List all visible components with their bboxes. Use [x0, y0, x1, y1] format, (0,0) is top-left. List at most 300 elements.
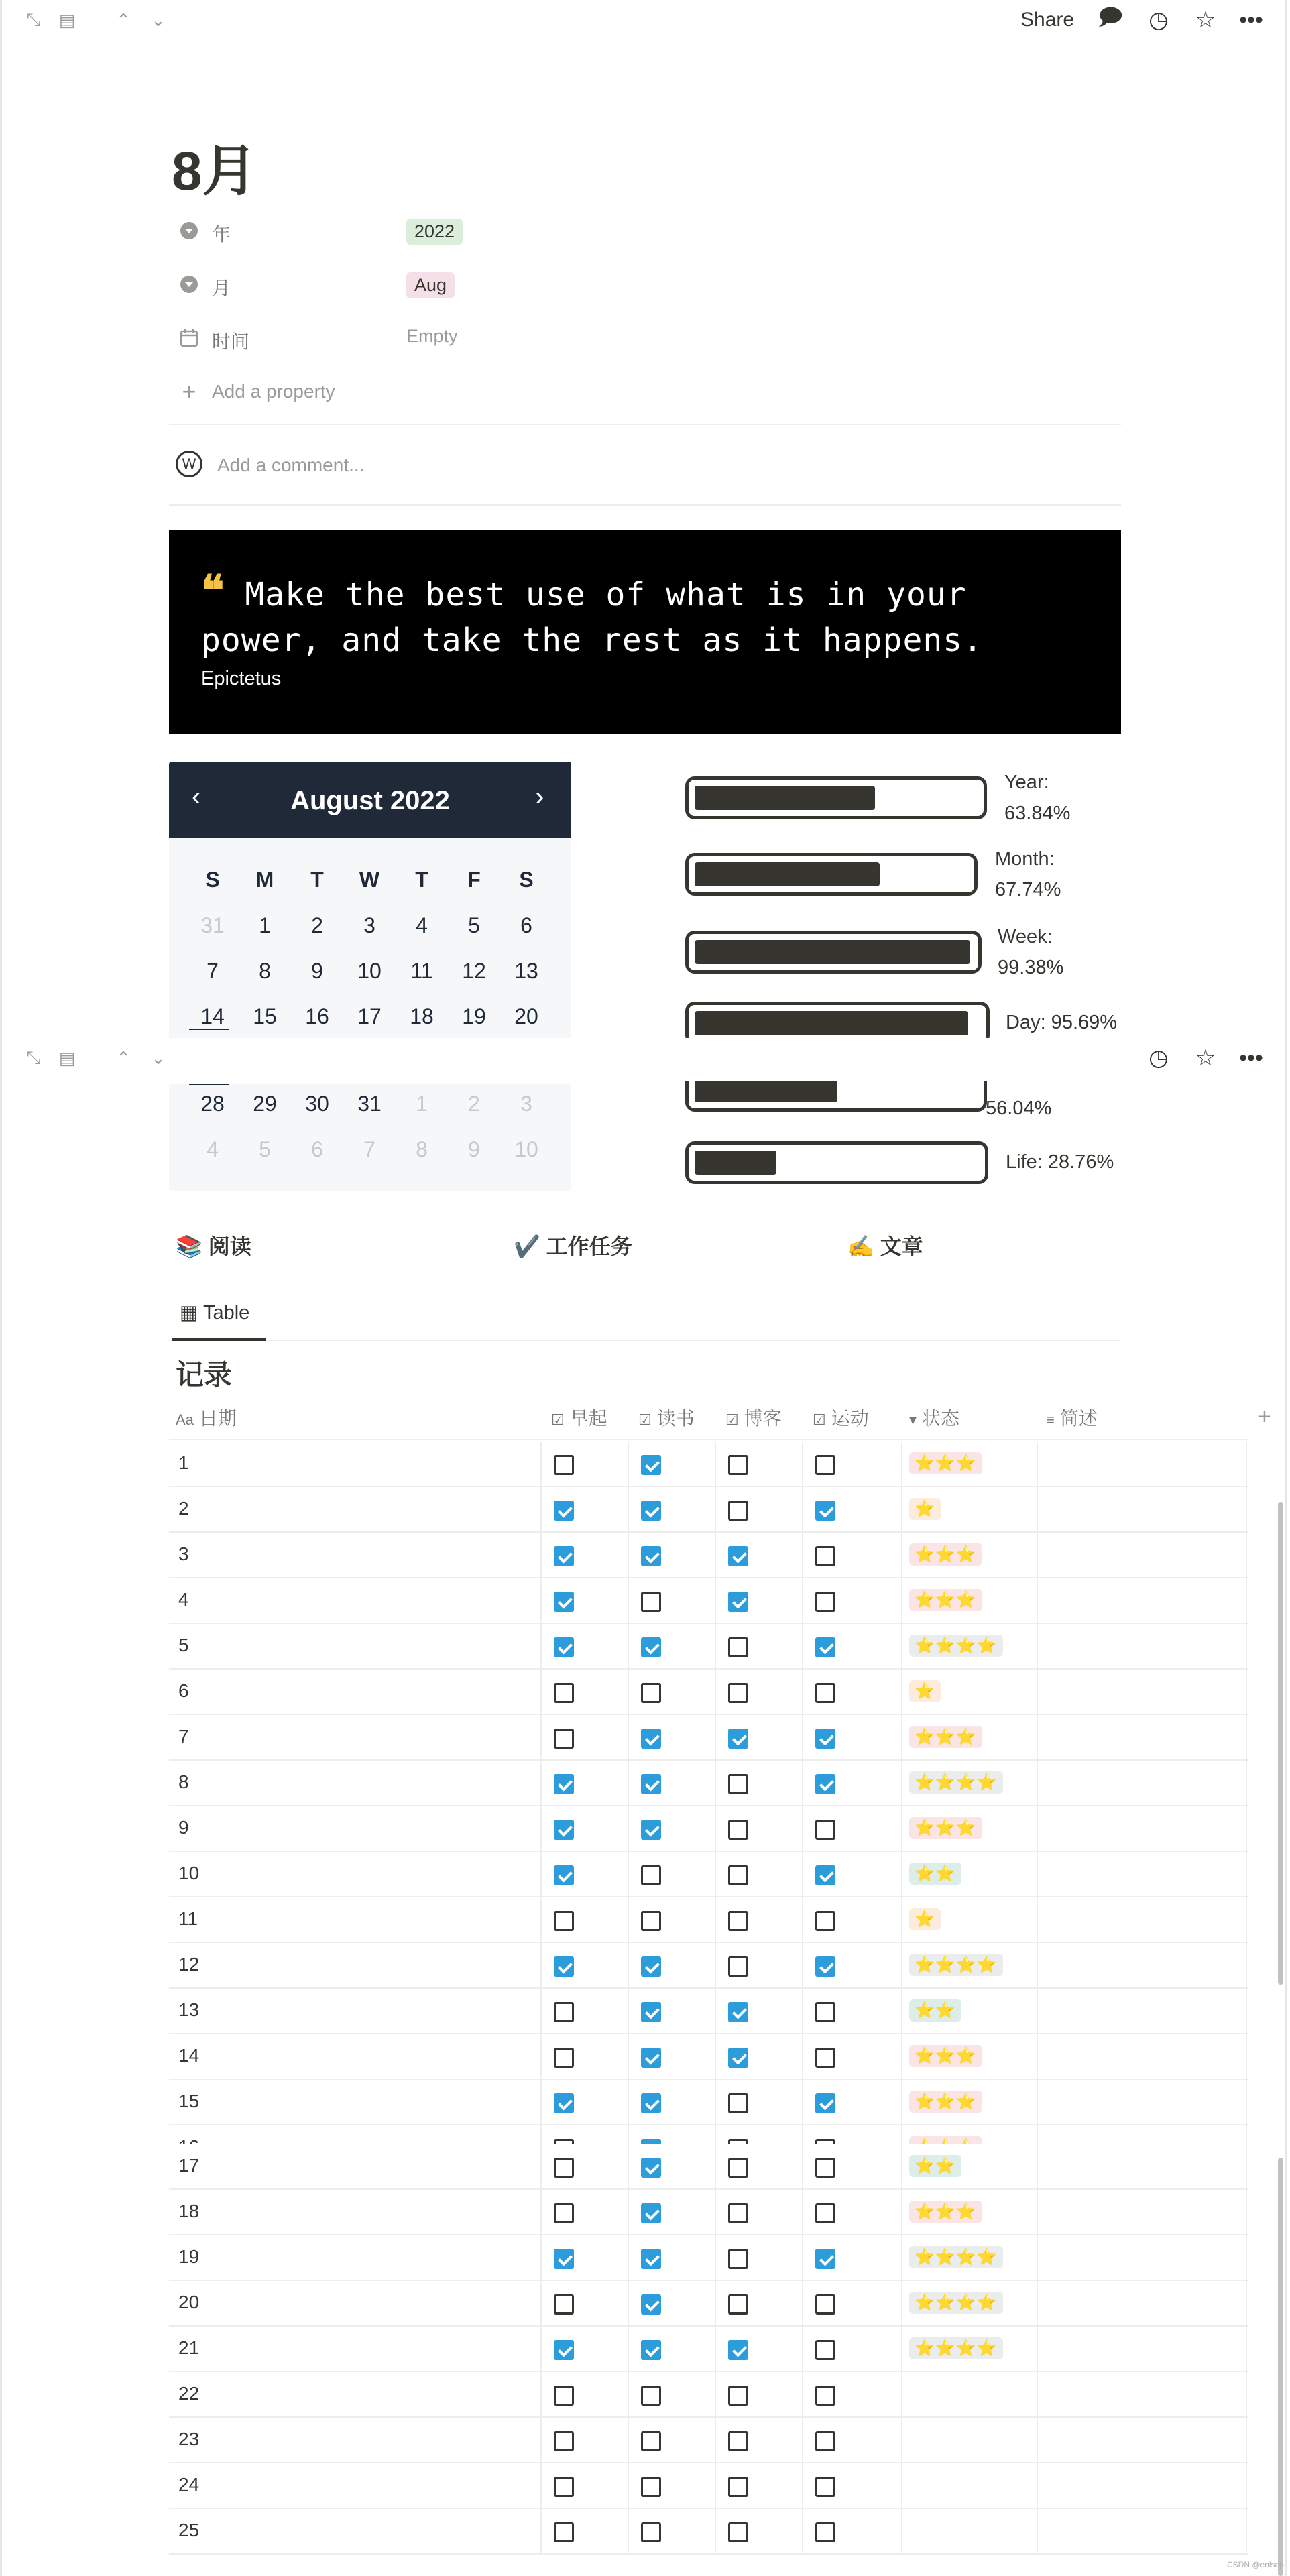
- date-cell[interactable]: 5: [178, 1635, 189, 1655]
- calendar-day[interactable]: 8: [416, 1137, 428, 1161]
- column-divider: [901, 2080, 902, 2125]
- status-rating-tag[interactable]: ⭐: [909, 1680, 941, 1702]
- checkbox[interactable]: [641, 2386, 661, 2406]
- date-cell[interactable]: 2: [178, 1498, 189, 1519]
- checkbox[interactable]: [728, 2249, 748, 2269]
- column-divider: [1037, 1442, 1038, 1487]
- checkbox[interactable]: [641, 1592, 661, 1612]
- chevron-down-icon[interactable]: ⌄: [151, 9, 166, 30]
- status-rating-tag[interactable]: ⭐⭐⭐: [909, 1817, 982, 1839]
- table-row[interactable]: [169, 1852, 1248, 1897]
- column-divider: [628, 1442, 629, 1487]
- progress-bar: [685, 776, 987, 819]
- column-divider: [628, 2327, 629, 2372]
- column-divider: [1037, 2235, 1038, 2281]
- checkbox[interactable]: [815, 1956, 835, 1977]
- table-row[interactable]: [169, 1442, 1248, 1487]
- status-rating-tag[interactable]: ⭐⭐⭐: [909, 1589, 982, 1611]
- property-row[interactable]: [177, 268, 1116, 300]
- property-name: 时间: [212, 331, 250, 352]
- column-divider: [628, 1670, 629, 1715]
- table-row[interactable]: [169, 1715, 1248, 1761]
- checkbox[interactable]: [641, 1774, 661, 1794]
- checkbox[interactable]: [554, 2431, 574, 2451]
- status-rating-tag[interactable]: ⭐⭐: [909, 2155, 961, 2177]
- checkbox[interactable]: [728, 1729, 748, 1749]
- property-value[interactable]: [406, 272, 455, 298]
- comment-input[interactable]: Add a comment...: [217, 455, 365, 475]
- column-header[interactable]: [176, 1405, 237, 1432]
- column-header[interactable]: [813, 1405, 869, 1432]
- status-rating-tag[interactable]: ⭐⭐: [909, 1999, 961, 2022]
- table-row[interactable]: [169, 2235, 1248, 2281]
- status-rating-tag[interactable]: ⭐⭐⭐⭐: [909, 2246, 1003, 2268]
- checkbox[interactable]: [815, 1820, 835, 1840]
- column-divider: [802, 1670, 803, 1715]
- checkbox[interactable]: [728, 2386, 748, 2406]
- column-divider: [1246, 1806, 1247, 1852]
- checkbox[interactable]: [728, 2002, 748, 2022]
- more-options-icon[interactable]: •••: [1239, 7, 1263, 33]
- checkbox[interactable]: [815, 2002, 835, 2022]
- property-value[interactable]: [406, 219, 463, 245]
- column-divider: [1037, 1852, 1038, 1897]
- column-divider: [715, 2418, 716, 2463]
- table-row[interactable]: [169, 2463, 1248, 2509]
- checkbox[interactable]: [554, 2340, 574, 2360]
- checkbox[interactable]: [641, 2048, 661, 2068]
- checkbox[interactable]: [728, 1683, 748, 1703]
- checkbox[interactable]: [728, 1592, 748, 1612]
- link-work-tasks[interactable]: [514, 1230, 632, 1261]
- date-cell[interactable]: 25: [178, 2520, 200, 2540]
- scrollbar[interactable]: [1278, 1502, 1283, 1985]
- column-divider: [802, 2080, 803, 2125]
- checkbox[interactable]: [815, 2477, 835, 2497]
- progress-bar: [685, 931, 982, 974]
- checkbox[interactable]: [554, 2249, 574, 2269]
- checkbox[interactable]: [554, 2294, 574, 2315]
- status-rating-tag[interactable]: ⭐⭐: [909, 1863, 961, 1885]
- checkbox[interactable]: [728, 1820, 748, 1840]
- checkbox[interactable]: [554, 1637, 574, 1657]
- checkbox[interactable]: [641, 2431, 661, 2451]
- date-cell[interactable]: 17: [178, 2155, 200, 2176]
- checkbox[interactable]: [641, 2158, 661, 2178]
- table-row[interactable]: [169, 1670, 1248, 1715]
- calendar-day[interactable]: 4: [416, 913, 428, 937]
- calendar-day[interactable]: 29: [253, 1092, 277, 1116]
- checkbox[interactable]: [641, 1911, 661, 1931]
- column-type-icon: ☑: [638, 1411, 652, 1428]
- checkbox[interactable]: [641, 1683, 661, 1703]
- checkbox[interactable]: [641, 1865, 661, 1885]
- column-header[interactable]: [725, 1405, 782, 1432]
- date-cell[interactable]: 12: [178, 1954, 200, 1975]
- checkbox[interactable]: [815, 2340, 835, 2360]
- link-reading[interactable]: [176, 1230, 251, 1261]
- column-header[interactable]: [1046, 1405, 1098, 1432]
- calendar-day[interactable]: 30: [305, 1092, 329, 1116]
- date-cell[interactable]: 6: [178, 1680, 189, 1701]
- checkbox[interactable]: [728, 2294, 748, 2315]
- column-divider: [901, 2327, 902, 2372]
- comment-icon[interactable]: 🗩: [1098, 4, 1123, 30]
- status-rating-tag[interactable]: ⭐⭐⭐⭐: [909, 1635, 1003, 1657]
- table-row[interactable]: [169, 1761, 1248, 1806]
- day-of-week-label: S: [205, 868, 220, 892]
- calendar-day[interactable]: 1: [416, 1092, 428, 1116]
- checkbox[interactable]: [641, 2294, 661, 2315]
- checkbox[interactable]: [554, 2002, 574, 2022]
- date-cell[interactable]: 19: [178, 2246, 200, 2267]
- column-divider: [901, 2235, 902, 2281]
- checkbox[interactable]: [728, 2093, 748, 2113]
- column-divider: [1037, 2463, 1038, 2509]
- table-row[interactable]: [169, 2509, 1248, 2555]
- date-cell[interactable]: 3: [178, 1543, 189, 1564]
- column-divider: [901, 1670, 902, 1715]
- calendar-day[interactable]: 2: [468, 1092, 480, 1116]
- add-property-button[interactable]: [177, 375, 1116, 408]
- checkbox[interactable]: [815, 1501, 835, 1521]
- checkbox[interactable]: [641, 1546, 661, 1566]
- checkbox[interactable]: [554, 1956, 574, 1977]
- column-divider: [802, 1989, 803, 2034]
- calendar-day[interactable]: 18: [410, 1004, 434, 1029]
- checkbox[interactable]: [815, 1683, 835, 1703]
- next-month-icon[interactable]: ›: [535, 782, 544, 811]
- checkbox[interactable]: [641, 2203, 661, 2223]
- column-divider: [1246, 1578, 1247, 1624]
- column-type-icon: ☑: [725, 1411, 739, 1428]
- status-rating-tag[interactable]: ⭐⭐⭐: [909, 1452, 982, 1474]
- table-row[interactable]: [169, 2190, 1248, 2235]
- checkbox[interactable]: [641, 2249, 661, 2269]
- status-rating-tag[interactable]: ⭐⭐⭐⭐: [909, 2292, 1003, 2314]
- calendar-day[interactable]: 31: [200, 913, 225, 937]
- column-divider: [540, 2509, 542, 2555]
- date-cell[interactable]: 15: [178, 2091, 200, 2111]
- status-rating-tag[interactable]: ⭐: [909, 1908, 941, 1930]
- checkbox[interactable]: [728, 1956, 748, 1977]
- property-row[interactable]: [177, 322, 1116, 354]
- column-divider: [802, 2463, 803, 2509]
- checkbox[interactable]: [728, 1455, 748, 1475]
- history-clock-icon[interactable]: ◷: [1149, 1045, 1169, 1071]
- checkbox[interactable]: [728, 2340, 748, 2360]
- checkbox[interactable]: [554, 2203, 574, 2223]
- calendar-day[interactable]: 2: [311, 913, 323, 937]
- favorite-star-icon[interactable]: ☆: [1195, 7, 1216, 33]
- checkbox[interactable]: [554, 1683, 574, 1703]
- calendar-day[interactable]: 3: [363, 913, 375, 937]
- checkbox[interactable]: [554, 1729, 574, 1749]
- checkbox[interactable]: [641, 1956, 661, 1977]
- table-row[interactable]: [169, 2080, 1248, 2125]
- checkbox[interactable]: [815, 2431, 835, 2451]
- progress-label-line: 63.84%: [1004, 803, 1071, 824]
- table-row[interactable]: [169, 2034, 1248, 2080]
- date-cell[interactable]: 10: [178, 1863, 200, 1883]
- date-cell[interactable]: 22: [178, 2383, 200, 2404]
- column-divider: [802, 1897, 803, 1943]
- status-rating-tag[interactable]: ⭐⭐⭐: [909, 2091, 982, 2113]
- seam-mask: [670, 1038, 1140, 1081]
- checkbox[interactable]: [641, 1820, 661, 1840]
- table-row[interactable]: [169, 1624, 1248, 1670]
- calendar-day[interactable]: 5: [259, 1137, 271, 1161]
- checkbox[interactable]: [815, 1637, 835, 1657]
- checkbox[interactable]: [815, 2203, 835, 2223]
- status-rating-tag[interactable]: ⭐⭐⭐: [909, 2045, 982, 2067]
- column-divider: [540, 1624, 542, 1670]
- checkbox[interactable]: [554, 1774, 574, 1794]
- column-divider: [901, 2190, 902, 2235]
- calendar-day[interactable]: 9: [468, 1137, 480, 1161]
- status-rating-tag[interactable]: ⭐: [909, 1498, 941, 1520]
- column-divider: [1246, 2418, 1247, 2463]
- calendar-day[interactable]: 17: [357, 1004, 382, 1029]
- status-rating-tag[interactable]: ⭐⭐⭐⭐: [909, 2337, 1003, 2359]
- table-row[interactable]: [169, 2327, 1248, 2372]
- checkbox[interactable]: [554, 2093, 574, 2113]
- column-divider: [628, 2509, 629, 2555]
- calendar-day[interactable]: 4: [207, 1137, 219, 1161]
- table-row[interactable]: [169, 1989, 1248, 2034]
- checkbox[interactable]: [815, 1774, 835, 1794]
- column-divider: [715, 2235, 716, 2281]
- checkbox[interactable]: [815, 2093, 835, 2113]
- table-row[interactable]: [169, 1806, 1248, 1852]
- calendar-day[interactable]: 7: [363, 1137, 375, 1161]
- table-row[interactable]: [169, 1533, 1248, 1578]
- checkbox[interactable]: [554, 1911, 574, 1931]
- calendar-day[interactable]: 14: [200, 1004, 225, 1029]
- checkbox[interactable]: [554, 2477, 574, 2497]
- checkbox[interactable]: [728, 1501, 748, 1521]
- table-row[interactable]: [169, 2281, 1248, 2327]
- add-column-icon[interactable]: +: [1258, 1404, 1271, 1429]
- more-options-icon[interactable]: •••: [1239, 1045, 1263, 1071]
- page-layout-icon[interactable]: ▤: [58, 9, 76, 30]
- checkbox[interactable]: [728, 2158, 748, 2178]
- checkbox[interactable]: [728, 2431, 748, 2451]
- calendar-day[interactable]: 7: [207, 959, 219, 983]
- calendar-day[interactable]: 19: [462, 1004, 486, 1029]
- checkbox[interactable]: [554, 1592, 574, 1612]
- checkbox[interactable]: [728, 1865, 748, 1885]
- checkbox[interactable]: [641, 2340, 661, 2360]
- calendar-day[interactable]: 6: [311, 1137, 323, 1161]
- column-header-label: 博客: [744, 1408, 782, 1429]
- column-divider: [1037, 1487, 1038, 1533]
- checkbox[interactable]: [815, 2522, 835, 2542]
- calendar-header: [169, 762, 571, 838]
- column-divider: [540, 2463, 542, 2509]
- scrollbar[interactable]: [1278, 2158, 1283, 2576]
- column-divider: [715, 1624, 716, 1670]
- calendar-day[interactable]: 15: [253, 1004, 277, 1029]
- checkbox[interactable]: [641, 2522, 661, 2542]
- checkbox[interactable]: [728, 1774, 748, 1794]
- checkbox[interactable]: [641, 2002, 661, 2022]
- column-header[interactable]: [551, 1405, 607, 1432]
- checkbox[interactable]: [815, 1911, 835, 1931]
- calendar-day[interactable]: 31: [357, 1092, 382, 1116]
- date-cell[interactable]: 20: [178, 2292, 200, 2312]
- checkbox[interactable]: [554, 1865, 574, 1885]
- date-cell[interactable]: 9: [178, 1817, 189, 1838]
- checkbox[interactable]: [815, 1865, 835, 1885]
- calendar-day[interactable]: 10: [357, 959, 382, 983]
- calendar-day[interactable]: 16: [305, 1004, 329, 1029]
- database-title[interactable]: 记录: [176, 1359, 233, 1391]
- property-row[interactable]: [177, 215, 1116, 247]
- date-cell[interactable]: 24: [178, 2474, 200, 2495]
- status-rating-tag[interactable]: ⭐⭐⭐: [909, 2201, 982, 2223]
- date-cell[interactable]: 8: [178, 1771, 189, 1792]
- column-divider: [628, 1715, 629, 1761]
- prev-month-icon[interactable]: ‹: [192, 782, 201, 811]
- column-divider: [802, 2235, 803, 2281]
- column-divider: [901, 2509, 902, 2555]
- column-divider: [628, 1806, 629, 1852]
- column-divider: [901, 2463, 902, 2509]
- table-row[interactable]: [169, 1578, 1248, 1624]
- table-row[interactable]: [169, 1487, 1248, 1533]
- checkbox[interactable]: [641, 1455, 661, 1475]
- checkbox[interactable]: [815, 2158, 835, 2178]
- date-cell[interactable]: 14: [178, 2045, 200, 2066]
- page-title[interactable]: 8月: [172, 141, 257, 202]
- history-clock-icon[interactable]: ◷: [1149, 7, 1169, 33]
- checkbox[interactable]: [815, 2048, 835, 2068]
- calendar-day[interactable]: 12: [462, 959, 486, 983]
- date-cell[interactable]: 13: [178, 1999, 200, 2020]
- progress-bar-fill: [695, 1011, 968, 1035]
- calendar-day[interactable]: 5: [468, 913, 480, 937]
- checkbox[interactable]: [815, 2386, 835, 2406]
- checkbox[interactable]: [728, 1546, 748, 1566]
- checkbox[interactable]: [728, 2048, 748, 2068]
- checkbox[interactable]: [554, 1455, 574, 1475]
- expand-icon[interactable]: ⤡: [26, 9, 41, 30]
- checkbox[interactable]: [815, 2294, 835, 2315]
- column-type-icon: ▾: [909, 1411, 917, 1428]
- property-value[interactable]: [406, 326, 458, 347]
- calendar-day[interactable]: 11: [410, 959, 433, 983]
- checkbox[interactable]: [815, 1729, 835, 1749]
- tab-label: Table: [202, 1302, 250, 1324]
- column-header[interactable]: [909, 1405, 959, 1432]
- progress-bar: [685, 1141, 988, 1184]
- checkbox[interactable]: [554, 2522, 574, 2542]
- checkbox[interactable]: [815, 2249, 835, 2269]
- date-cell[interactable]: 4: [178, 1589, 189, 1610]
- checkbox[interactable]: [728, 2522, 748, 2542]
- checkbox[interactable]: [815, 1455, 835, 1475]
- checkbox[interactable]: [641, 1637, 661, 1657]
- link-articles[interactable]: [847, 1230, 923, 1261]
- checkbox[interactable]: [554, 2158, 574, 2178]
- chevron-down-icon[interactable]: ⌄: [151, 1047, 166, 1068]
- share-button[interactable]: Share: [1020, 9, 1075, 31]
- chevron-up-icon[interactable]: ⌃: [116, 9, 131, 30]
- expand-icon[interactable]: ⤡: [26, 1047, 41, 1067]
- favorite-star-icon[interactable]: ☆: [1195, 1045, 1216, 1071]
- checkbox[interactable]: [554, 1546, 574, 1566]
- checkbox[interactable]: [641, 1501, 661, 1521]
- table-row[interactable]: [169, 1897, 1248, 1943]
- checkbox[interactable]: [554, 1501, 574, 1521]
- screenshot-bottom: [0, 1038, 1290, 2144]
- column-type-icon: ☑: [813, 1411, 826, 1428]
- calendar-day[interactable]: 28: [200, 1092, 225, 1116]
- table-row[interactable]: [169, 2144, 1248, 2190]
- status-rating-tag[interactable]: ⭐⭐⭐⭐: [909, 1954, 1003, 1976]
- date-cell[interactable]: 23: [178, 2428, 200, 2449]
- column-divider: [1037, 1897, 1038, 1943]
- calendar-day[interactable]: 13: [514, 959, 538, 983]
- checkbox[interactable]: [728, 1911, 748, 1931]
- calendar-day[interactable]: 1: [259, 913, 271, 937]
- calendar-day[interactable]: 9: [311, 959, 323, 983]
- tab-table[interactable]: [180, 1301, 249, 1324]
- checkbox[interactable]: [554, 2386, 574, 2406]
- checkbox[interactable]: [728, 2203, 748, 2223]
- calendar-day[interactable]: 10: [514, 1137, 538, 1161]
- calendar-day[interactable]: 20: [514, 1004, 538, 1029]
- column-divider: [1246, 2034, 1247, 2080]
- checkbox[interactable]: [815, 1592, 835, 1612]
- table-row[interactable]: [169, 2372, 1248, 2418]
- status-rating-tag[interactable]: ⭐⭐⭐: [909, 1543, 982, 1566]
- date-cell[interactable]: 11: [178, 1908, 198, 1929]
- day-of-week-label: W: [359, 868, 380, 892]
- page-layout-icon[interactable]: ▤: [58, 1047, 76, 1068]
- column-header[interactable]: [638, 1405, 695, 1432]
- column-divider: [540, 1989, 542, 2034]
- table-row[interactable]: [169, 1943, 1248, 1989]
- checkbox[interactable]: [554, 1820, 574, 1840]
- status-rating-tag[interactable]: ⭐⭐⭐: [909, 1726, 982, 1748]
- checkbox[interactable]: [728, 2477, 748, 2497]
- column-divider: [715, 1442, 716, 1487]
- checkbox[interactable]: [554, 2048, 574, 2068]
- column-divider: [1037, 2327, 1038, 2372]
- chevron-up-icon[interactable]: ⌃: [116, 1047, 131, 1068]
- date-cell[interactable]: 1: [178, 1452, 189, 1473]
- calendar-day[interactable]: 8: [259, 959, 271, 983]
- checkbox[interactable]: [641, 2477, 661, 2497]
- date-cell[interactable]: 18: [178, 2201, 200, 2221]
- checkbox[interactable]: [641, 1729, 661, 1749]
- checkbox[interactable]: [641, 2093, 661, 2113]
- checkbox[interactable]: [815, 1546, 835, 1566]
- status-rating-tag[interactable]: ⭐⭐⭐⭐: [909, 1771, 1003, 1794]
- checkbox[interactable]: [728, 1637, 748, 1657]
- calendar-day[interactable]: 6: [520, 913, 532, 937]
- date-cell[interactable]: 21: [178, 2337, 200, 2358]
- column-divider: [628, 2235, 629, 2281]
- table-row[interactable]: [169, 2418, 1248, 2463]
- date-cell[interactable]: 7: [178, 1726, 189, 1747]
- calendar-day[interactable]: 3: [520, 1092, 532, 1116]
- column-type-icon: Aa: [176, 1411, 194, 1428]
- select-icon: [177, 272, 201, 296]
- column-divider: [715, 1943, 716, 1989]
